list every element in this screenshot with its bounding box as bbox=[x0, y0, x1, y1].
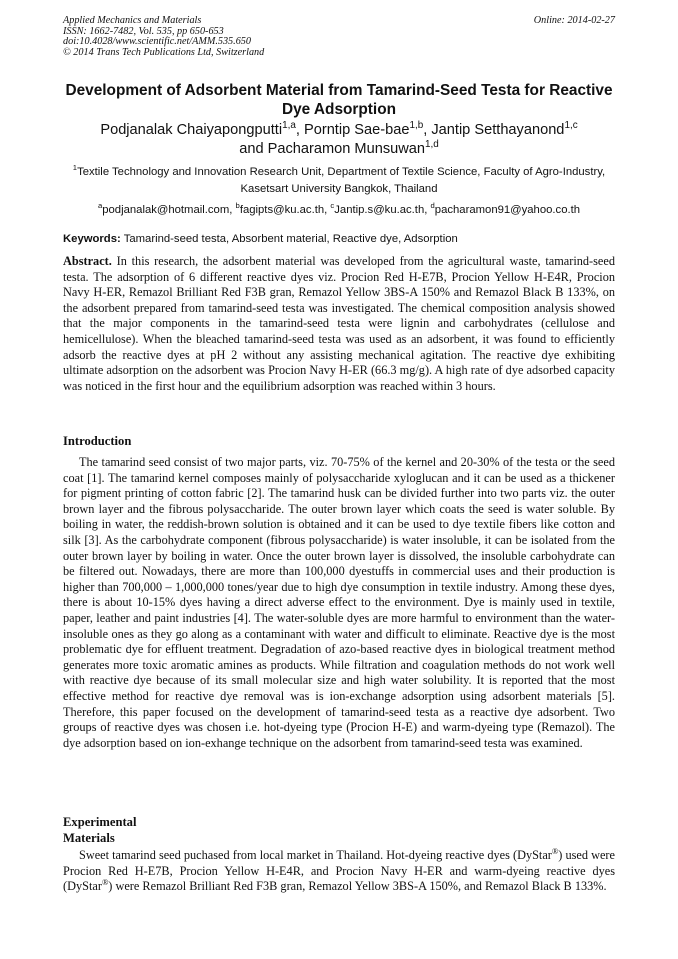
abstract bbox=[63, 254, 615, 394]
email-address[interactable]: pacharamon91@yahoo.co.th bbox=[434, 204, 581, 216]
keywords bbox=[63, 232, 615, 247]
email-superscript: b bbox=[235, 201, 240, 211]
email-address[interactable]: podjanalak@hotmail.com bbox=[102, 204, 230, 216]
keywords-text: Tamarind-seed testa, Absorbent material, Reactive dye, Adsorption bbox=[120, 233, 458, 245]
affiliation bbox=[63, 164, 615, 197]
experimental-heading: Experimental bbox=[63, 815, 137, 829]
keywords-label: Keywords: bbox=[63, 233, 121, 245]
materials-text: ) were Remazol Brilliant Red F3B gran, Remazol Yellow 3BS-A 150%, and Remazol Black B 133%. bbox=[108, 879, 607, 894]
doi-line[interactable]: doi:10.4028/www.scientific.net/AMM.535.650 bbox=[63, 36, 251, 48]
author-name: Porntip Sae-bae bbox=[303, 122, 410, 138]
registered-mark: ® bbox=[551, 846, 559, 856]
email-superscript: c bbox=[330, 201, 335, 211]
separator: , bbox=[229, 204, 236, 216]
author-superscript: 1,a bbox=[282, 120, 296, 132]
affiliation-text: Textile Technology and Innovation Research Unit, Department of Textile Science, Faculty of Agro-Industry, Kasetsart University Bangkok, Thailand bbox=[77, 166, 606, 195]
email-superscript: a bbox=[97, 201, 103, 211]
separator: , bbox=[424, 204, 431, 216]
author-list bbox=[63, 121, 615, 159]
materials-text: Sweet tamarind seed puchased from local market in Thailand. Hot-dyeing reactive dyes (DyStar bbox=[79, 848, 552, 862]
experimental-heading-block bbox=[63, 815, 136, 846]
email-address[interactable]: fagipts@ku.ac.th bbox=[239, 204, 325, 216]
email-address[interactable]: Jantip.s@ku.ac.th bbox=[334, 204, 425, 216]
journal-header bbox=[63, 16, 264, 58]
registered-mark: ® bbox=[101, 878, 109, 888]
journal-name: Applied Mechanics and Materials bbox=[63, 15, 202, 26]
separator: , bbox=[324, 204, 331, 216]
author-name: Pacharamon Munsuwan bbox=[267, 141, 425, 157]
author-name: Jantip Setthayanond bbox=[431, 122, 565, 138]
introduction-heading: Introduction bbox=[63, 434, 132, 448]
and-word: and bbox=[239, 141, 268, 157]
author-name: Podjanalak Chaiyapongputti bbox=[100, 122, 283, 138]
author-superscript: 1,d bbox=[425, 139, 439, 151]
email-superscript: d bbox=[430, 201, 435, 211]
separator: , bbox=[423, 122, 432, 138]
abstract-text: In this research, the adsorbent material was developed from the agricultural waste, tamarind-seed testa. The adsorption of 6 different reactive dyes viz. Procion Red H-E7B, Procion Yellow H-E4R, Procion Navy H-ER, Remazol Brilliant Red F3B gran, Remazol Yellow 3BS-A 150% and Remazol Black B 133%, on the adsorbent prepared from tamarind-seed testa was investigated. The chemical composition analysis showed that the major components in the tamarind-seed testa were lignin and carbohydrates (cellulose and hemicellulose). When the bleached tamarind-seed testa was used as an adsorbent, it was found to efficiently adsorb the reactive dyes at pH 2 without any assisting mechanical agitation. The reactive dye exhibiting ultimate adsorption on the adsorbent was Procion Navy H-ER (66.3 mg/g). A high rate of dye adsorbed capacity was noticed in the first hour and the equilibrium adsorption was reached within 3 hours. bbox=[63, 254, 615, 393]
materials-subheading: Materials bbox=[63, 830, 115, 845]
abstract-label: Abstract. bbox=[63, 254, 112, 268]
copyright-line: © 2014 Trans Tech Publications Ltd, Switzerland bbox=[63, 46, 265, 58]
paper-title: Development of Adsorbent Material from Tamarind-Seed Testa for Reactive Dye Adsorption bbox=[65, 82, 613, 118]
issn-line: ISSN: 1662-7482, Vol. 535, pp 650-653 bbox=[63, 25, 224, 37]
materials-paragraph bbox=[63, 848, 615, 895]
author-superscript: 1,b bbox=[409, 120, 424, 132]
introduction-paragraph: The tamarind seed consist of two major parts, viz. 70-75% of the kernel and 20-30% of the testa or the seed coat [1]. The tamarind kernel composes mainly of polysaccharide xyloglucan and it can be used as a thickener for pigment printing of cotton fabric [2]. The tamarind husk can be divided further into two parts viz. the outer brown layer and the fibrous polysaccharide. The outer brown layer which coats the seed is water soluble. By boiling in water, the reddish-brown solution is obtained and it can be used to dye textile fibers like cotton and silk [3]. As the carbohydrate component (fibrous polysaccharide) is water insoluble, it can be isolated from the outer brown layer by boiling in water. Once the outer brown layer is dissolved, the insoluble carbohydrate can be filtered out. Nowadays, there are more than 100,000 dyestuffs in commercial uses and their production is higher than 700,000 – 1,000,000 tones/year due to high dye consumption in textile industry. Among these dyes, there is about 10-15% dyes having a direct adverse effect to the environment. Dye is mainly used in textile, paper, leather and paint industries [4]. The water-soluble dyes are more harmful to environment than the water-insoluble ones as they go along as a contaminant with water and difficult to eliminate. Reactive dye is the most problematic dye for effluent treatment. Degradation of azo-based reactive dyes in biological treatment method generates more toxic aromatic amines as products. While filtration and coagulation methods do not work well with reactive dye because of its small molecular size and high water solubility. It is reported that the most effective method for reactive dye removal was is ion-exchange adsorption using adsorbent materials [5]. Therefore, this paper focused on the development of tamarind-seed testa as a reactive dye adsorbent. Two groups of reactive dyes was chosen i.e. hot-dyeing type (Procion H-E) and warm-dyeing type (Remazol). The dye adsorption based on ion-exhange technique on the adsorbent from tamarind-seed testa was examined. bbox=[63, 455, 615, 750]
author-superscript: 1,c bbox=[564, 120, 578, 132]
affiliation-superscript: 1 bbox=[72, 163, 78, 173]
separator: , bbox=[295, 122, 304, 138]
online-date: Online: 2014-02-27 bbox=[533, 15, 615, 26]
email-list bbox=[63, 202, 615, 218]
materials-text: ) used were Procion Red H-E7B, Procion Yellow H-E4R, and Procion Navy H-ER and warm-dyeing reactive dyes (DyStar bbox=[63, 848, 615, 894]
